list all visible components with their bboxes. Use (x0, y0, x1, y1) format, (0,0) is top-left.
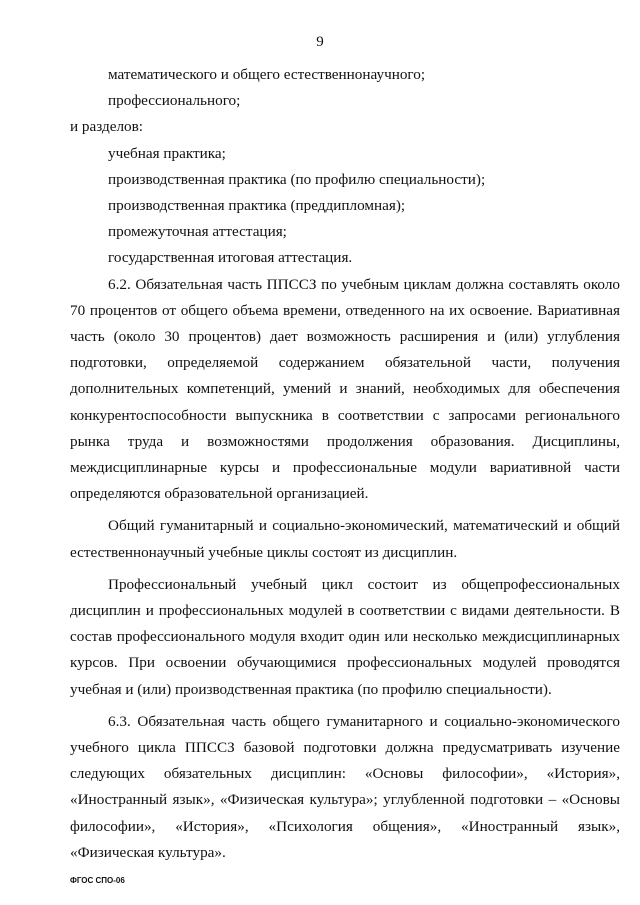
paragraph-professional-cycle (70, 572, 620, 703)
list-item: математического и общего естественнонаучного; (108, 66, 426, 83)
text-line: состав профессионального модуля входит один или несколько междисциплинарных (70, 628, 620, 646)
text-line: 6.2. Обязательная часть ППССЗ по учебным циклам должна составлять около (108, 275, 620, 293)
text-line: 70 процентов от общего объема времени, отведенного на их освоение. Вариативная (70, 301, 620, 319)
text-line: естественнонаучный учебные циклы состоят из дисциплин. (70, 543, 458, 561)
list-item: профессионального; (108, 92, 241, 110)
paragraph-6-3 (70, 709, 620, 866)
list-item: учебная практика; (108, 144, 226, 162)
text-line: «Иностранный язык», «Физическая культура»; углубленной подготовки – «Основы (70, 791, 620, 809)
text-line: Общий гуманитарный и социально-экономический, математический и общий (108, 517, 620, 535)
text-line: Профессиональный учебный цикл состоит из общепрофессиональных (108, 575, 620, 593)
sections-intro: и разделов: (70, 118, 144, 136)
text-line: учебная и (или) производственная практика (по профилю специальности). (70, 680, 552, 698)
text-line: философии», «История», «Психология общения», «Иностранный язык», (70, 817, 620, 835)
text-line: дополнительных компетенций, умений и знаний, необходимых для обеспечения (70, 380, 620, 398)
text-line: учебного цикла ППССЗ базовой подготовки должна предусматривать изучение (70, 739, 620, 757)
list-item: производственная практика (преддипломная); (108, 197, 406, 215)
text-line: подготовки, определяемой содержанием обязательной части, получения (70, 354, 620, 372)
text-line: следующих обязательных дисциплин: «Основы философии», «История», (70, 765, 620, 783)
text-line: дисциплин и профессиональных модулей в соответствии с видами деятельности. В (70, 602, 620, 620)
list-item: промежуточная аттестация; (108, 223, 287, 241)
paragraph-general-cycles (70, 513, 620, 565)
text-line: курсов. При освоении обучающимися профессиональных модулей проводятся (70, 654, 620, 672)
text-line: рынка труда и возможностями продолжения образования. Дисциплины, (70, 432, 620, 450)
text-line: конкурентоспособности выпускника в соответствии с запросами регионального (70, 406, 620, 424)
text-line: 6.3. Обязательная часть общего гуманитарного и социально-экономического (108, 712, 620, 730)
text-line: «Физическая культура». (70, 843, 226, 861)
paragraph-6-2 (70, 272, 620, 508)
text-line: междисциплинарные курсы и профессиональные модули вариативной части (70, 459, 620, 477)
list-item: производственная практика (по профилю специальности); (108, 170, 486, 188)
text-line: часть (около 30 процентов) дает возможность расширения и (или) углубления (70, 328, 620, 346)
text-line: определяются образовательной организацией. (70, 485, 369, 503)
page-number: 9 (316, 34, 324, 50)
list-item: государственная итоговая аттестация. (108, 249, 353, 267)
page-footer: ФГОС СПО-06 (70, 876, 125, 885)
document-body (70, 62, 620, 866)
